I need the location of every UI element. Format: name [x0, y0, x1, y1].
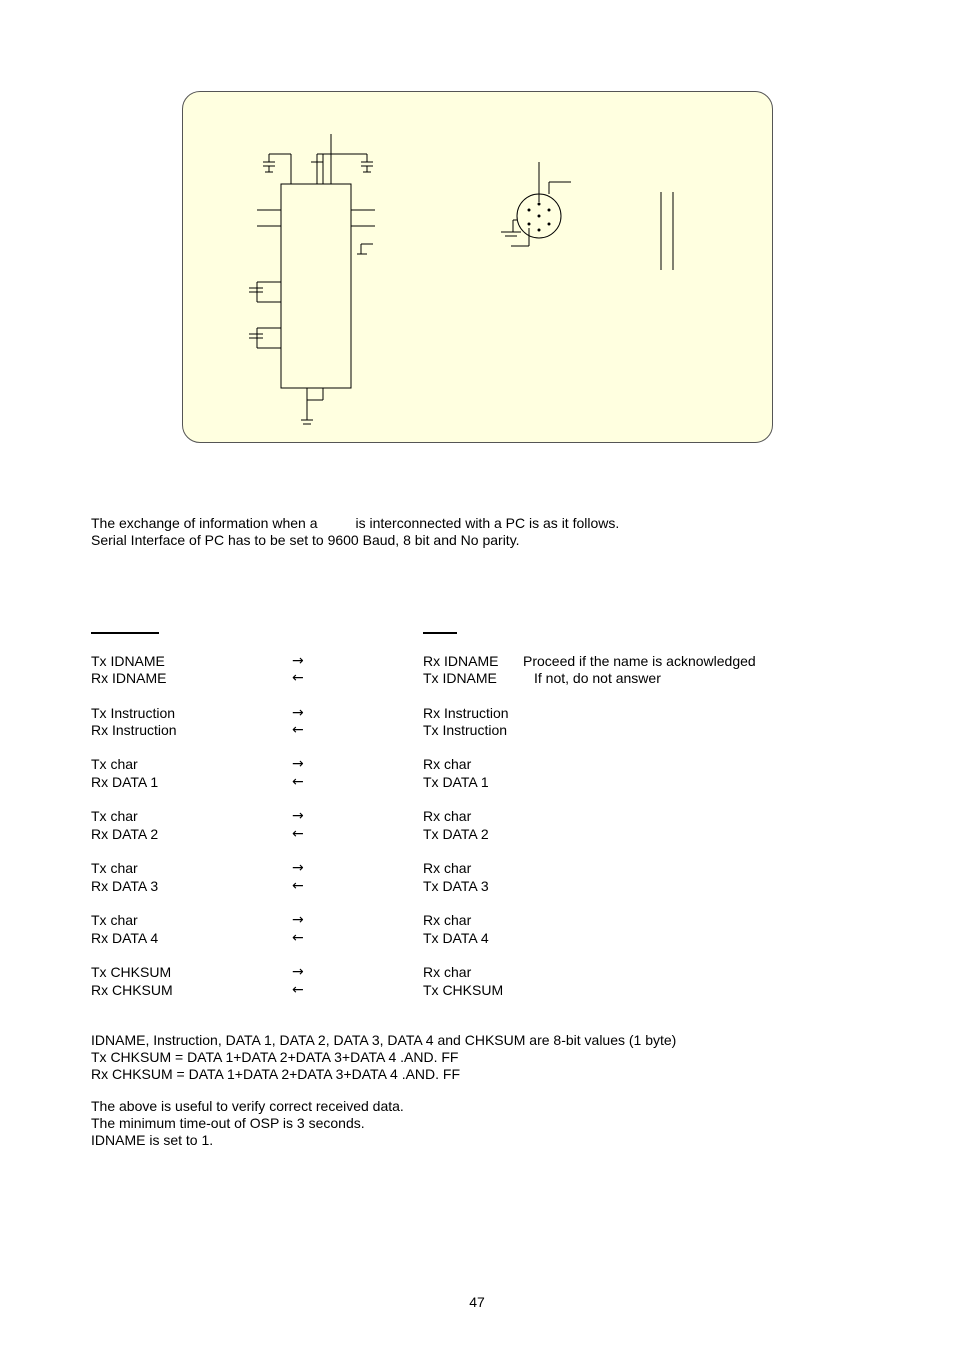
arrow-right-icon: → [292, 705, 304, 721]
pc-step: Tx char [91, 756, 138, 772]
note-line: IDNAME is set to 1. [91, 1132, 214, 1148]
arrow-right-icon: → [292, 860, 304, 876]
pc-step: Rx CHKSUM [91, 982, 173, 998]
note-line: Tx CHKSUM = DATA 1+DATA 2+DATA 3+DATA 4 .AND. FF [91, 1049, 459, 1065]
device-step: Tx DATA 1 [423, 774, 489, 790]
device-column-header [423, 632, 457, 634]
device-step: Rx char [423, 964, 472, 980]
device-step: Tx DATA 2 [423, 826, 489, 842]
serial-interface-schematic [182, 91, 773, 443]
pc-step: Rx Instruction [91, 722, 177, 738]
arrow-right-icon: → [292, 964, 304, 980]
note-line: Rx CHKSUM = DATA 1+DATA 2+DATA 3+DATA 4 .AND. FF [91, 1066, 461, 1082]
step-note: If not, do not answer [534, 670, 661, 686]
arrow-right-icon: → [292, 653, 304, 669]
pc-step: Tx char [91, 860, 138, 876]
arrow-right-icon: → [292, 756, 304, 772]
intro-line-1 [91, 515, 619, 532]
device-step: Rx char [423, 808, 472, 824]
device-step: Tx Instruction [423, 722, 508, 738]
device-step: Tx DATA 4 [423, 930, 489, 946]
device-step: Rx char [423, 860, 472, 876]
page-number: 47 [469, 1294, 485, 1310]
note-line: The above is useful to verify correct received data. [91, 1098, 404, 1114]
arrow-left-icon: ← [292, 774, 304, 790]
pc-step: Tx char [91, 808, 138, 824]
arrow-left-icon: ← [292, 982, 304, 998]
pc-step: Rx DATA 2 [91, 826, 159, 842]
step-note: Proceed if the name is acknowledged [523, 653, 756, 669]
intro-line-2: Serial Interface of PC has to be set to 9600 Baud, 8 bit and No parity. [91, 532, 520, 548]
intro-line-1-after: is interconnected with a PC is as it follows. [355, 515, 620, 531]
device-step: Rx Instruction [423, 705, 509, 721]
pc-step: Tx Instruction [91, 705, 176, 721]
arrow-left-icon: ← [292, 878, 304, 894]
arrow-left-icon: ← [292, 722, 304, 738]
arrow-left-icon: ← [292, 930, 304, 946]
device-step: Tx CHKSUM [423, 982, 504, 998]
pc-step: Tx CHKSUM [91, 964, 172, 980]
pc-step: Rx DATA 3 [91, 878, 159, 894]
pc-column-header [91, 632, 159, 634]
intro-line-1-before: The exchange of information when a [91, 515, 318, 531]
pc-step: Rx DATA 4 [91, 930, 159, 946]
arrow-left-icon: ← [292, 670, 304, 686]
pc-step: Tx char [91, 912, 138, 928]
device-step: Rx char [423, 912, 472, 928]
note-line: IDNAME, Instruction, DATA 1, DATA 2, DATA 3, DATA 4 and CHKSUM are 8-bit values (1 byte) [91, 1032, 677, 1048]
note-line: The minimum time-out of OSP is 3 seconds. [91, 1115, 365, 1131]
arrow-right-icon: → [292, 912, 304, 928]
device-step: Rx char [423, 756, 472, 772]
arrow-left-icon: ← [292, 826, 304, 842]
device-step: Tx IDNAME [423, 670, 497, 686]
device-step: Rx IDNAME [423, 653, 499, 669]
schematic-drawing [183, 92, 774, 444]
pc-step: Rx DATA 1 [91, 774, 159, 790]
pc-step: Tx IDNAME [91, 653, 165, 669]
arrow-right-icon: → [292, 808, 304, 824]
device-step: Tx DATA 3 [423, 878, 489, 894]
pc-step: Rx IDNAME [91, 670, 167, 686]
